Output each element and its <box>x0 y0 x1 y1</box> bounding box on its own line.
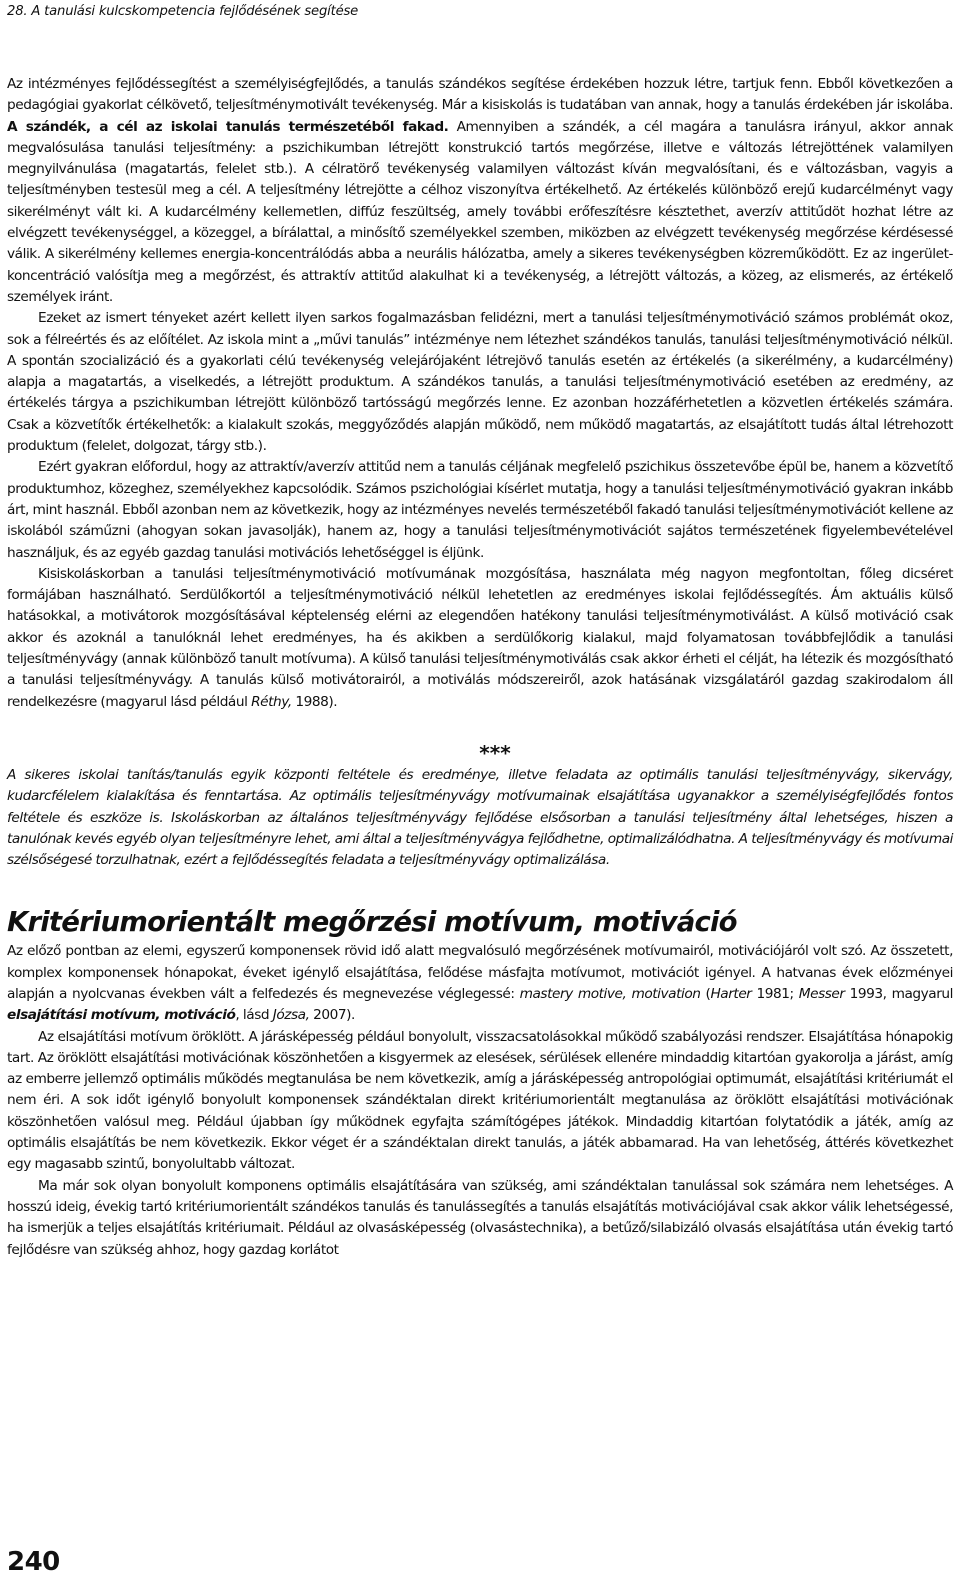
paragraph: Az elsajátítási motívum öröklött. A járásképesség például bonyolult, visszacsatolásokkal működő szabályozási rendszer. Elsajátítása hónapokig tart. Az öröklött elsajátítási motivációnak köszönhetően a kisgyermek az elesések, sérülések ellenére mindaddig kitartóan gyakorolja a járást, amíg az emberre jellemző optimális működés megtanulása be nem következik, amíg a járásképesség antropológiai optimumát, elsajátítási kritériumát el nem éri. A sok időt igénylő bonyolult komponensek szándéktalan direkt kritériumorientált megtanulása az öröklött elsajátítási motivációnak köszönhetően valósul meg. Például újabban így működnek egyfajta számítógépes játékok. Mindaddig kitartóan folytatódik a játék, amíg az optimális elsajátítás be nem következik. Ekkor véget ér a szándéktalan direkt tanulás, a játék abbamarad. Ha van lehetőség, áttérés következhet egy magasabb szintű, bonyolultabb változat. <box>7 1028 953 1173</box>
paragraph-text: 1981; <box>751 985 799 1002</box>
page-number: 240 <box>7 1547 60 1577</box>
paragraph-text: 2007). <box>309 1007 355 1024</box>
section-separator: *** <box>479 740 511 765</box>
term-english: mastery motive, motivation <box>519 985 701 1002</box>
paragraph-text: ( <box>700 985 711 1002</box>
citation-author: Harter <box>710 985 752 1002</box>
paragraph <box>7 74 953 308</box>
paragraph-text: , lásd <box>235 1007 273 1024</box>
paragraph-text: 1993, magyarul <box>844 985 953 1002</box>
paragraph <box>7 564 953 713</box>
summary-paragraph: A sikeres iskolai tanítás/tanulás egyik központi feltétele és eredménye, illetve feladata az optimális tanulási teljesítményvágy, sikervágy, kudarcfélelem kialakítása és fenntartása. Az optimális teljesítményvágy motívumainak elsajátítása ugyanakkor a személyiségfejlődés fontos feltétele és eszköze is. Iskoláskorban az általános teljesítményvágy fejlődése elsősorban a tanulási teljesítmény által lehetséges, hiszen a tanulónak kevés egyéb olyan teljesítményre lehet, ami által a teljesítményvágya fejlődhetne, optimalizálódhatna. A teljesítményvágy és motívumai szélsőségesé torzulhatnak, ezért a fejlődéssegítés feladata a teljesítményvágy optimalizálása. <box>7 766 953 869</box>
citation-author: Réthy, <box>251 693 292 710</box>
citation-author: Józsa, <box>272 1007 310 1024</box>
paragraph-text: Az előző pontban az elemi, egyszerű komponensek rövid idő alatt megvalósuló megőrzésének motívumairól, motivációjáról volt szó. Az összetett, komplex komponensek hónapokat, éveket igénylő elsajátítása, felődése másfajta motívumot, motivációt igényel. A hatvanas évek előzményei alapján a nyolcvanas években vált a felfedezés és megnevezése véglegessé: <box>7 943 953 1002</box>
summary-box <box>7 765 953 871</box>
emphasized-sentence: A szándék, a cél az iskolai tanulás természetéből fakad. <box>7 118 449 135</box>
paragraph <box>7 941 953 1026</box>
paragraph: Ma már sok olyan bonyolult komponens optimális elsajátítására van szükség, ami szándéktalan tanulással sok számára nem lehetséges. A hosszú ideig, évekig tartó kritériumorientált szándékos tanulás és tanulássegítés a tanulás elsajátítás motivációjával csak akkor válik lehetségessé, ha ismerjük a teljes elsajátítás kritériumait. Például az olvasásképesség (olvasástechnika), a betűző/silabizáló olvasás elsajátítása után évekig tartó fejlődésre van szükség ahhoz, hogy gazdag korlátot <box>7 1177 953 1258</box>
paragraph-text: 1988). <box>291 693 338 710</box>
running-header: 28. A tanulási kulcskompetencia fejlődésének segítése <box>7 4 359 19</box>
page-body <box>7 74 953 1261</box>
paragraph-text: Kisiskoláskorban a tanulási teljesítménymotiváció motívumának mozgósítása, használata még nagyon megfontoltan, főleg dicséret formájában használható. Serdülőkortól a teljesítménymotiváció nélkül lehetetlen az eredményes iskolai fejlődéssegítés. Ám aktuális külső hatásokkal, a motivátorok mozgósításával képtelenség elérni az elegendően hatékony tanulási teljesítménymotiválást. A külső motiváció csak akkor és azoknál a tanulóknál lehet eredményes, ha és akikben a serdülőkorig kialakul, majd folyamatosan továbbfejlődik a tanulási teljesítményvágy (annak különböző tanult motívuma). A külső tanulási teljesítménymotiválás csak akkor érheti el célját, ha létezik és mozgósítható a tanulási teljesítményvágy. A tanulás külső motivátorairól, a motiválás módszereiről, azok hatásának vizsgálatáról gazdag szakirodalom áll rendelkezésre (magyarul lásd például <box>7 565 953 710</box>
term-hungarian: elsajátítási motívum, motiváció <box>7 1007 236 1024</box>
paragraph: Ezért gyakran előfordul, hogy az attraktív/averzív attitűd nem a tanulás céljának megfelelő pszichikus összetevőbe épül be, hanem a közvetítő produktumhoz, közeghez, személyekhez kapcsolódik. Számos pszichológiai kísérlet mutatja, hogy a tanulási teljesítménymotiváció gyakran inkább árt, mint használ. Ebből azonban nem az következik, hogy az intézményes nevelés természetéből fakadó tanulási teljesítménymotivációt kellene az iskolából száműzni (ahogyan sokan javasolják), hanem az, hogy a tanulási teljesítménymotivációt sajátos természetének figyelembevételével használjuk, és az egyéb gazdag tanulási motivációs lehetőséggel is éljünk. <box>7 459 953 561</box>
paragraph-text: Az intézményes fejlődéssegítést a személyiségfejlődés, a tanulás szándékos segítése érdekében hozzuk létre, tartjuk fenn. Ebből következően a pedagógiai gyakorlat célkövető, teljesítménymotivált tevékenység. Már a kisiskolás is tudatában van annak, hogy a tanulás érdekében jár iskolába. <box>7 76 953 114</box>
paragraph-text: Amennyiben a szándék, a cél magára a tanulásra irányul, akkor annak megvalósulása tanulási teljesítmény: a pszichikumban létrejött konstrukció tartós megőrzése, illetve e változás létrejöttének valamilyen megnyilvánulása (magatartás, felelet stb.). A célratörő tevékenység valamilyen változást kíván megvalósítani, és e változásban, vagyis a teljesítményben testesül meg a cél. A teljesítmény létrejötte a célhoz viszonyítva értékelhető. Az értékelés különböző erejű kudarcélményt vagy sikerélményt vált ki. A kudarcélmény kellemetlen, diffúz feszültség, amely további erőfeszítésre késztethet, averzív attitűdöt hozhat létre az elvégzett tevékenységgel, a közeggel, a bírálattal, a minősítő személyekkel szemben, miközben az elvégzett tevékenység megőrzése kérdésessé válik. A sikerélmény kellemes energia-koncentrálódás abba a neurális hálózatba, amely a sikeres tevékenységben közreműködött. Ez az ingerület-koncentráció valósítja meg a megőrzést, és attraktív attitűd alakulhat ki a tevékenység, a létrejött változás, a közeg, az elismerés, az értékelő személyek iránt. <box>7 118 953 305</box>
paragraph: Ezeket az ismert tényeket azért kellett ilyen sarkos fogalmazásban felidézni, mert a tanulási teljesítménymotiváció számos problémát okoz, sok a félreértés és az előítélet. Az iskola mint a „művi tanulás” intézménye nem létezhet szándékos tanulás, tanulási teljesítménymotiváció nélkül. A spontán szocializáció és a gyakorlati célú tevékenység velejárójaként létrejövő tanulás esetén az értékelés (a sikerélmény, a kudarcélmény) alapja a magatartás, a viselkedés, a létrejött produktum. A szándékos tanulás, a tanulási teljesítménymotiváció esetében az eredmény, az értékelés tárgya a pszichikumban létrejött különböző tartósságú megőrzés lenne. Ez azonban hozzáférhetetlen a közvetlen értékelés számára. Csak a közvetítők értékelhetők: a kialakult szokás, meggyőződés alapján működő, nem működő magatartás, az elsajátított tudás által létrehozott produktum (felelet, dolgozat, tárgy stb.). <box>7 310 953 455</box>
section-heading: Kritériumorientált megőrzési motívum, motiváció <box>7 906 737 939</box>
citation-author: Messer <box>798 985 845 1002</box>
